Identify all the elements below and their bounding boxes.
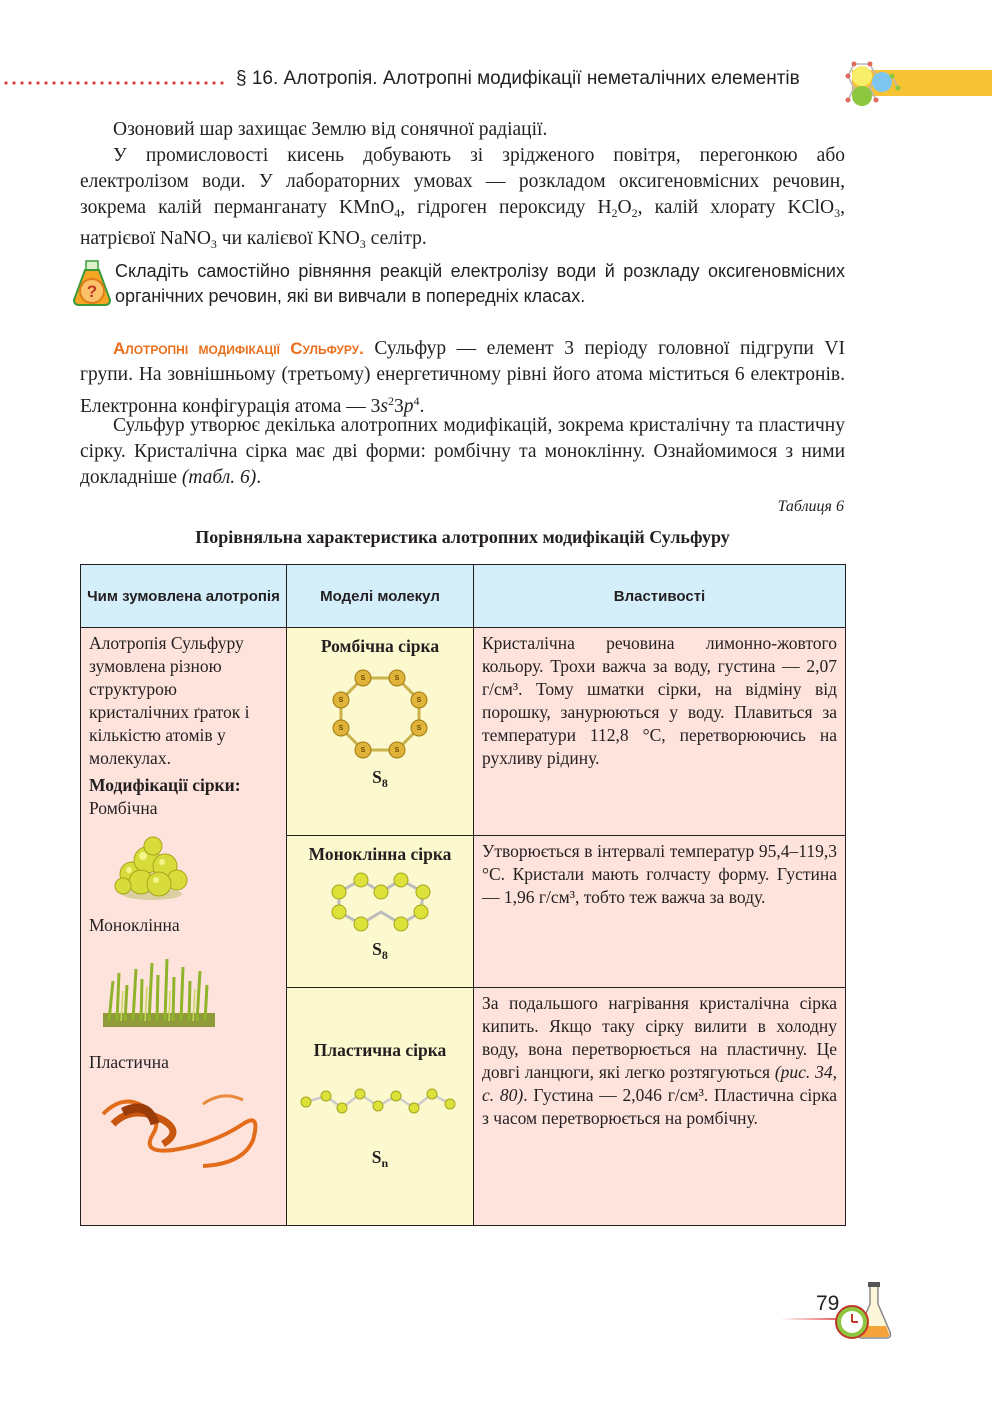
question-flask-icon <box>72 260 112 306</box>
sn-chain-model-image <box>300 1076 460 1116</box>
table-number: Таблиця 6 <box>777 498 844 515</box>
model-name-monoclinic: Моноклінна сірка <box>308 844 452 864</box>
s8-ring-model-image <box>325 664 435 764</box>
properties-rhombic: Кристалічна речовина лимонно-жовтого кольору. Трохи важча за воду, густина — 2,07 г/см³. Тому шматки сірки, на відміну від порошку, занурюються у воду. Плавиться за температури 112,8 °С, перетворюючись на рухливу рідину. <box>474 628 846 836</box>
modification-plastic-label: Пластична <box>89 1052 169 1072</box>
section-paragraph-2: Сульфур утворює декілька алотропних модифікацій, зокрема кристалічну та пластичну сірку. Кристалічна сірка має дві форми: ромбічну та моноклінну. Ознайомимося з ними докладніше (табл. 6). <box>80 415 845 488</box>
section-paragraph-1: Алотропні модифікації Сульфуру. Сульфур — елемент 3 періоду головної підгрупи VI групи. На зовнішньому (третьому) енергетичному рівні його атома міститься 6 електронів. Електронна конфігурація атома — $3s^23p^4$. <box>80 338 845 417</box>
atom-label: S <box>338 697 344 704</box>
cause-text: Алотропія Сульфуру зумовлена різною структурою кристалічних ґраток і кількістю атомів у молекулах. <box>89 633 250 768</box>
formula-monoclinic: $S_8$ <box>372 939 388 962</box>
header-cause: Чим зумовлена алотропія <box>81 565 287 628</box>
intro-paragraph-2: У промисловості кисень добувають зі зрідженого повітря, перегонкою або електролізом води. У лабораторних умовах — розкладом оксигеновмісних речовин, зокрема калій перманганату KMnO$_4$, гідроген пероксиду $H_2O_2$, калій хлорату KClO$_3$, натрієвої NaNO$_3$ чи калієвої $KNO_3$ селітр. <box>80 145 845 251</box>
formula-rhombic: $S_8$ <box>372 767 388 790</box>
model-name-rhombic: Ромбічна сірка <box>320 636 440 656</box>
modification-monoclinic-label: Моноклінна <box>89 915 180 935</box>
atom-label: S <box>394 675 400 682</box>
model-cell-plastic <box>287 988 474 1226</box>
atom-label: S <box>360 747 366 754</box>
model-cell-monoclinic <box>287 836 474 988</box>
running-header: § 16. Алотропія. Алотропні модифікації неметалічних елементів <box>236 68 800 89</box>
plastic-sulfur-image <box>93 1084 263 1170</box>
atom-label: S <box>338 725 344 732</box>
header-properties: Властивості <box>474 565 846 628</box>
header-models: Моделі молекул <box>287 565 474 628</box>
molecule-decoration-icon <box>840 56 904 112</box>
atom-label: S <box>416 697 422 704</box>
model-cell-rhombic <box>287 628 474 836</box>
monoclinic-sulfur-needles-image <box>103 951 215 1027</box>
modification-rhombic-label: Ромбічна <box>89 798 158 818</box>
formula-plastic: $S_n$ <box>371 1146 389 1170</box>
intro-paragraph-1: Озоновий шар захищає Землю від сонячної радіації. <box>113 119 548 140</box>
properties-plastic: За подальшого нагрівання кристалічна сірка кипить. Якщо таку сірку вилити в холодну воду, вона перетворюється на пластичну. Це довгі ланцюги, які легко розтягуються (рис. 34, с. 80). Густина — 2,046 г/см³. Пластична сірка з часом перетворюється на ромбічну. <box>474 988 846 1226</box>
atom-label: S <box>394 747 400 754</box>
section-heading: Алотропні модифікації Сульфуру. <box>113 339 364 358</box>
modifications-title: Модифікації сірки: <box>89 775 241 795</box>
task-text: Складіть самостійно рівняння реакцій електролізу води й розкладу оксигеновмісних органічних речовин, які ви вивчали в попередніх класах. <box>115 261 845 306</box>
atom-label: S <box>360 675 366 682</box>
page-number: 79 <box>816 1292 840 1315</box>
table-row-rhombic <box>81 628 846 836</box>
svg-text:?: ? <box>86 282 98 301</box>
allotropes-table <box>80 564 846 1226</box>
table-caption: Порівняльна характеристика алотропних модифікацій Сульфуру <box>195 527 730 547</box>
model-name-plastic: Пластична сірка <box>313 1039 447 1060</box>
header-dots <box>2 80 226 86</box>
s8-crown-model-image <box>325 870 435 932</box>
clock-flask-icon <box>832 1282 896 1342</box>
properties-monoclinic: Утворюється в інтервалі температур 95,4–119,3 °С. Кристали мають голчасту форму. Густина — 1,96 г/см³, тобто теж важча за воду. <box>474 836 846 988</box>
atom-label: S <box>416 725 422 732</box>
table-header-row <box>81 565 846 628</box>
rhombic-sulfur-crystal-image <box>107 830 197 904</box>
cause-cell <box>81 628 287 1226</box>
